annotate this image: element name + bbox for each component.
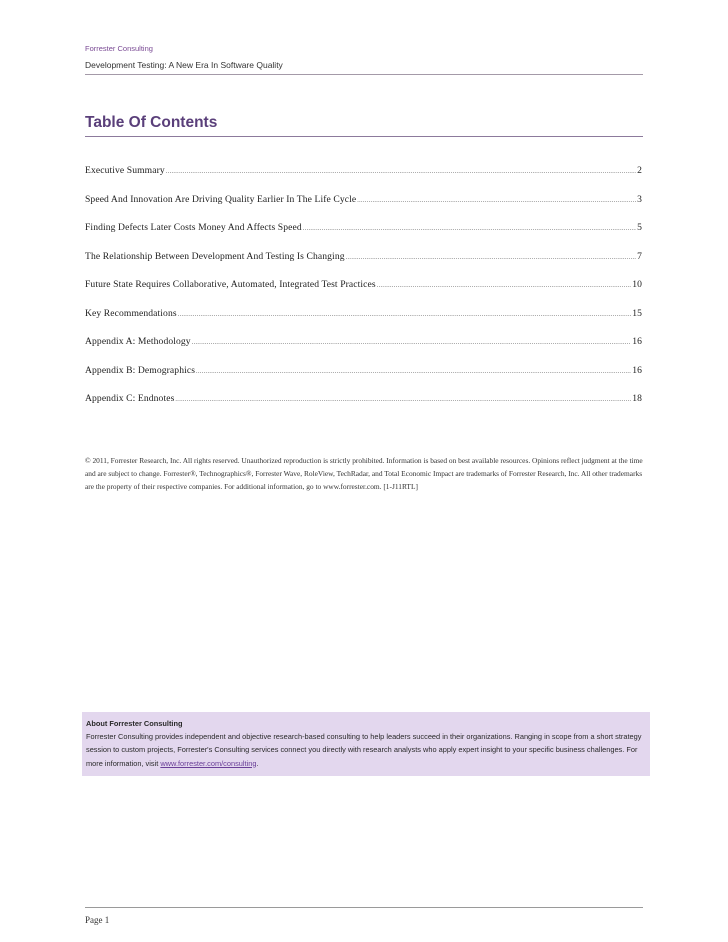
about-text: Forrester Consulting provides independent and objective research-based consulting to help leaders succeed in their organizations. Ranging in scope from a short strategy session to custom projects, Forrester's Consulting services connect you directly with research analysts who apply expert insight to your specific business challenges. For more information, visit [86,732,642,768]
footer-divider [85,907,643,908]
toc-leader-dots [178,312,632,318]
toc-entry-page: 5 [637,222,642,233]
toc-entry-page: 7 [637,250,642,262]
document-subtitle: Development Testing: A New Era In Software Quality [85,60,283,70]
toc-leader-dots [377,283,631,289]
toc-entry-page: 2 [637,165,642,176]
toc-entry-key-recommendations[interactable] [85,308,642,337]
toc-entry-executive-summary[interactable] [85,165,642,194]
toc-entry-label: Appendix B: Demographics [85,364,196,376]
toc-entry-label: The Relationship Between Development And Testing Is Changing [85,250,345,262]
header-divider [85,74,643,75]
toc-entry-finding-defects[interactable] [85,222,642,251]
toc-entry-speed-and-innovation[interactable] [85,194,642,223]
about-tail: . [256,758,259,768]
about-title: About Forrester Consulting [86,719,183,728]
toc-entry-page: 15 [632,307,642,319]
toc-leader-dots [175,397,631,403]
toc-entry-label: Speed And Innovation Are Driving Quality Earlier In The Life Cycle [85,193,357,205]
toc-entry-label: Appendix C: Endnotes [85,393,175,404]
copyright-notice: © 2011, Forrester Research, Inc. All rights reserved. Unauthorized reproduction is strictly prohibited. Information is based on best available resources. Opinions reflect judgment at the time and are subject to change. Forrester®, Technographics®, Forrester Wave, RoleView, TechRadar, and Total Economic Impact are trademarks of Forrester Research, Inc. All other trademarks are the property of their respective companies. For additional information, go to www.forrester.com. [1-J11RTL] [85,456,643,491]
toc-leader-dots [357,198,636,204]
toc-entry-future-state[interactable] [85,279,642,308]
page-number: Page 1 [85,915,110,925]
toc-entry-page: 16 [632,364,642,376]
toc-entry-appendix-c[interactable] [85,393,642,422]
toc-entry-page: 18 [632,393,642,404]
toc-entry-appendix-b[interactable] [85,365,642,394]
toc-leader-dots [303,226,636,232]
toc-entry-label: Appendix A: Methodology [85,336,191,347]
toc-leader-dots [196,369,631,375]
toc-entry-relationship[interactable] [85,251,642,280]
toc-entry-label: Key Recommendations [85,307,177,319]
toc-entry-label: Executive Summary [85,165,165,176]
toc-leader-dots [192,340,632,346]
toc-entry-appendix-a[interactable] [85,336,642,365]
toc-entry-label: Finding Defects Later Costs Money And Affects Speed [85,222,302,233]
toc-list [85,165,642,422]
toc-entry-page: 10 [632,279,642,290]
toc-divider [85,136,643,137]
toc-title: Table Of Contents [85,114,218,131]
consulting-link[interactable]: www.forrester.com/consulting [160,758,257,768]
toc-entry-page: 16 [632,336,642,347]
header-brand: Forrester Consulting [85,44,153,53]
toc-leader-dots [346,255,636,261]
toc-leader-dots [166,169,636,175]
toc-entry-page: 3 [637,193,642,205]
about-body [86,730,646,770]
about-forrester-box [82,712,650,776]
toc-entry-label: Future State Requires Collaborative, Automated, Integrated Test Practices [85,279,376,290]
